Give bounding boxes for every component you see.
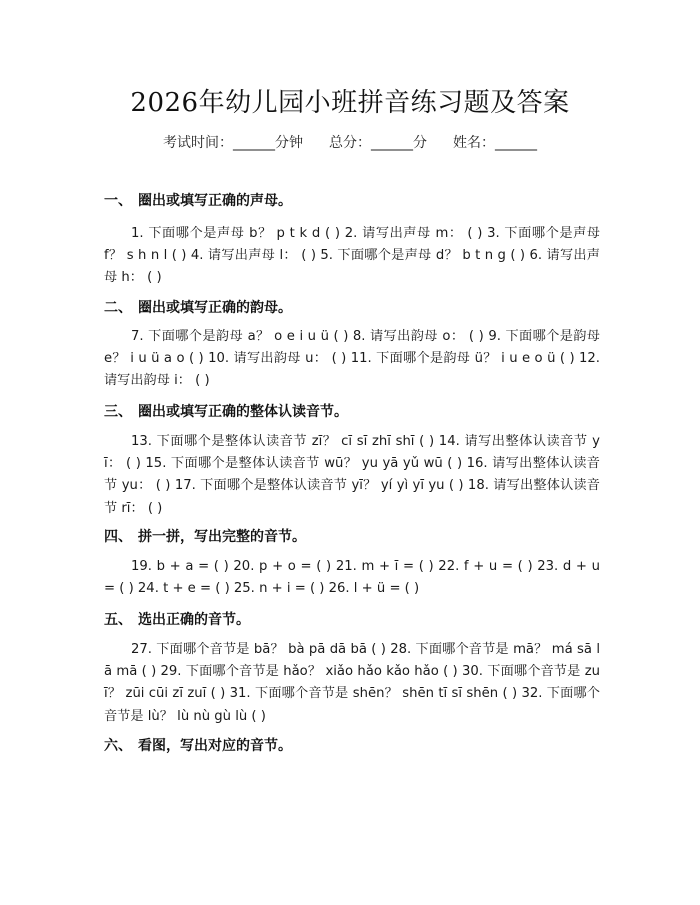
section-number: 一、 [104,193,132,209]
section-heading-3 [104,401,348,421]
section-heading-6 [104,735,292,755]
section-title: 圈出或填写正确的韵母。 [138,300,292,316]
section-body-5: 27. 下面哪个音节是 bā？ bà pā dā bā ( ) 28. 下面哪个音节是 mā？ má sā lā mā ( ) 29. 下面哪个音节是 hǎo？ xiǎo hǎo kǎo hǎo ( ) 30. 下面哪个音节是 zuī？ zūi cūi zī zuī ( ) 31. 下面哪个音节是 shēn？ shēn tī sī shēn ( ) 32. 下面哪个音节是 lù？ lù nù gù lù ( ) [104,642,600,724]
section-body-2: 7. 下面哪个是韵母 a？ o e i u ü ( ) 8. 请写出韵母 o： ( ) 9. 下面哪个是韵母 e？ i u ü a o ( ) 10. 请写出韵母 u： ( ) 11. 下面哪个是韵母 ü？ i u e o ü ( ) 12. 请写出韵母 i： ( ) [104,329,600,389]
section-body-1: 1. 下面哪个是声母 b？ p t k d ( ) 2. 请写出声母 m： ( ) 3. 下面哪个是声母 f？ s h n l ( ) 4. 请写出声母 l： ( ) 5. 下面哪个是声母 d？ b t n g ( ) 6. 请写出声母 h： ( ) [104,226,600,286]
section-title: 拼一拼，写出完整的音节。 [138,529,306,545]
section-number: 五、 [104,612,132,628]
time-field: 考试时间：______分钟 [163,135,303,151]
section-heading-4 [104,526,306,546]
section-heading-1 [104,190,292,210]
section-title: 选出正确的音节。 [138,612,250,628]
page-title: 2026年幼儿园小班拼音练习题及答案 [130,88,570,118]
section-title: 看图，写出对应的音节。 [138,738,292,754]
section-heading-2 [104,297,292,317]
section-body-3: 13. 下面哪个是整体认读音节 zī？ cī sī zhī shī ( ) 14. 请写出整体认读音节 yī： ( ) 15. 下面哪个是整体认读音节 wū？ yu yā yǔ wū ( ) 16. 请写出整体认读音节 yu： ( ) 17. 下面哪个是整体认读音节 yī？ yí yì yī yu ( ) 18. 请写出整体认读音节 rī： ( ) [104,434,600,516]
section-heading-5 [104,609,250,629]
section-title: 圈出或填写正确的整体认读音节。 [138,404,348,420]
section-title: 圈出或填写正确的声母。 [138,193,292,209]
section-number: 六、 [104,738,132,754]
section-body-4: 19. b + a = ( ) 20. p + o = ( ) 21. m + ī = ( ) 22. f + u = ( ) 23. d + u = ( ) 24. t + e = ( ) 25. n + i = ( ) 26. l + ü = ( ) [104,559,600,597]
section-number: 三、 [104,404,132,420]
exam-meta [0,132,700,152]
section-number: 二、 [104,300,132,316]
section-number: 四、 [104,529,132,545]
name-field: 姓名：______ [453,135,537,151]
score-field: 总分：______分 [329,135,427,151]
